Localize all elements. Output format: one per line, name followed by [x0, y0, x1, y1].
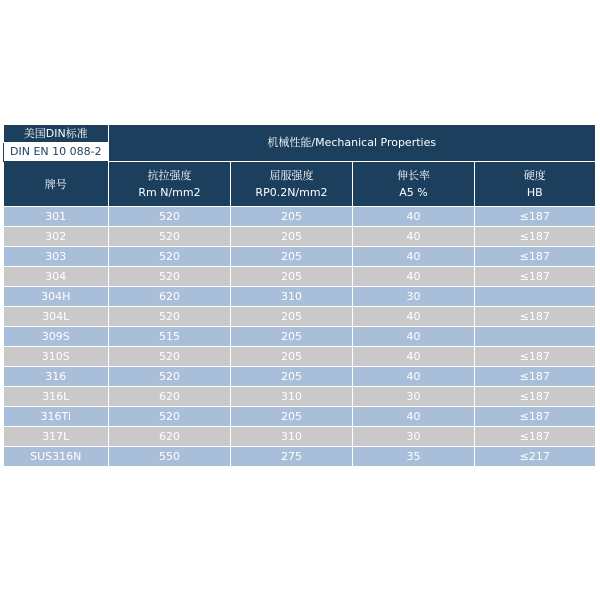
column-header-hardness-unit: HB	[526, 186, 543, 199]
standard-label: 美国DIN标准	[4, 125, 109, 143]
table-row	[4, 227, 595, 247]
cell-tensile: 550	[109, 447, 231, 467]
cell-grade: 317L	[4, 427, 109, 447]
cell-yield: 205	[231, 207, 353, 227]
cell-yield: 275	[231, 447, 353, 467]
cell-hardness	[475, 327, 595, 347]
table-row	[4, 247, 595, 267]
cell-hardness: ≤187	[475, 427, 595, 447]
cell-grade: 303	[4, 247, 109, 267]
cell-hardness: ≤187	[475, 387, 595, 407]
cell-elongation: 35	[353, 447, 475, 467]
column-header-grade	[4, 162, 109, 207]
column-header-hardness-label: 硬度	[523, 169, 546, 182]
cell-hardness: ≤187	[475, 347, 595, 367]
cell-elongation: 40	[353, 247, 475, 267]
cell-hardness: ≤187	[475, 227, 595, 247]
table-row	[4, 427, 595, 447]
cell-hardness	[475, 287, 595, 307]
cell-grade: 310S	[4, 347, 109, 367]
cell-tensile: 520	[109, 367, 231, 387]
cell-yield: 205	[231, 367, 353, 387]
cell-hardness: ≤187	[475, 407, 595, 427]
cell-elongation: 40	[353, 207, 475, 227]
standard-code: DIN EN 10 088-2	[4, 143, 109, 162]
table-row	[4, 407, 595, 427]
column-header-tensile-label: 抗拉强度	[147, 169, 192, 182]
cell-elongation: 30	[353, 387, 475, 407]
table-body	[4, 207, 595, 467]
cell-hardness: ≤187	[475, 207, 595, 227]
header-row-columns	[4, 162, 595, 207]
cell-elongation: 30	[353, 287, 475, 307]
cell-elongation: 40	[353, 407, 475, 427]
cell-yield: 310	[231, 287, 353, 307]
cell-yield: 310	[231, 387, 353, 407]
cell-grade: 304L	[4, 307, 109, 327]
cell-tensile: 520	[109, 267, 231, 287]
cell-grade: SUS316N	[4, 447, 109, 467]
cell-grade: 316L	[4, 387, 109, 407]
cell-tensile: 520	[109, 227, 231, 247]
column-header-elongation-label: 伸长率	[397, 169, 430, 182]
column-header-hardness	[475, 162, 595, 207]
cell-hardness: ≤187	[475, 247, 595, 267]
cell-elongation: 40	[353, 327, 475, 347]
table-row	[4, 207, 595, 227]
cell-tensile: 620	[109, 427, 231, 447]
table-row	[4, 267, 595, 287]
table-row	[4, 447, 595, 467]
cell-yield: 205	[231, 307, 353, 327]
table-row	[4, 287, 595, 307]
header-row-top	[4, 125, 595, 143]
cell-tensile: 520	[109, 307, 231, 327]
cell-yield: 205	[231, 267, 353, 287]
cell-hardness: ≤187	[475, 267, 595, 287]
column-header-yield-label: 屈服强度	[269, 169, 314, 182]
mechanical-properties-title: 机械性能/Mechanical Properties	[109, 125, 595, 162]
column-header-tensile-strength	[109, 162, 231, 207]
table-row	[4, 307, 595, 327]
cell-elongation: 40	[353, 367, 475, 387]
cell-grade: 304	[4, 267, 109, 287]
column-header-grade-label: 牌号	[44, 177, 67, 191]
cell-yield: 205	[231, 327, 353, 347]
column-header-yield-unit: RP0.2N/mm2	[255, 186, 328, 199]
cell-elongation: 30	[353, 427, 475, 447]
cell-hardness: ≤187	[475, 367, 595, 387]
mechanical-properties-table-container	[3, 125, 594, 467]
table-header	[4, 125, 595, 207]
cell-tensile: 520	[109, 347, 231, 367]
column-header-tensile-unit: Rm N/mm2	[138, 186, 201, 199]
cell-grade: 301	[4, 207, 109, 227]
cell-elongation: 40	[353, 347, 475, 367]
cell-yield: 205	[231, 347, 353, 367]
table-row	[4, 327, 595, 347]
cell-yield: 310	[231, 427, 353, 447]
cell-tensile: 520	[109, 207, 231, 227]
cell-yield: 205	[231, 227, 353, 247]
cell-tensile: 520	[109, 407, 231, 427]
cell-grade: 316Ti	[4, 407, 109, 427]
cell-grade: 302	[4, 227, 109, 247]
cell-grade: 316	[4, 367, 109, 387]
table-row	[4, 347, 595, 367]
mechanical-properties-table	[3, 125, 595, 467]
cell-tensile: 620	[109, 287, 231, 307]
column-header-yield-strength	[231, 162, 353, 207]
cell-elongation: 40	[353, 267, 475, 287]
cell-hardness: ≤217	[475, 447, 595, 467]
table-row	[4, 367, 595, 387]
cell-elongation: 40	[353, 307, 475, 327]
cell-yield: 205	[231, 407, 353, 427]
cell-grade: 304H	[4, 287, 109, 307]
cell-yield: 205	[231, 247, 353, 267]
cell-tensile: 620	[109, 387, 231, 407]
cell-grade: 309S	[4, 327, 109, 347]
column-header-elongation	[353, 162, 475, 207]
table-row	[4, 387, 595, 407]
cell-tensile: 515	[109, 327, 231, 347]
cell-tensile: 520	[109, 247, 231, 267]
cell-elongation: 40	[353, 227, 475, 247]
column-header-elongation-unit: A5 %	[399, 186, 428, 199]
cell-hardness: ≤187	[475, 307, 595, 327]
